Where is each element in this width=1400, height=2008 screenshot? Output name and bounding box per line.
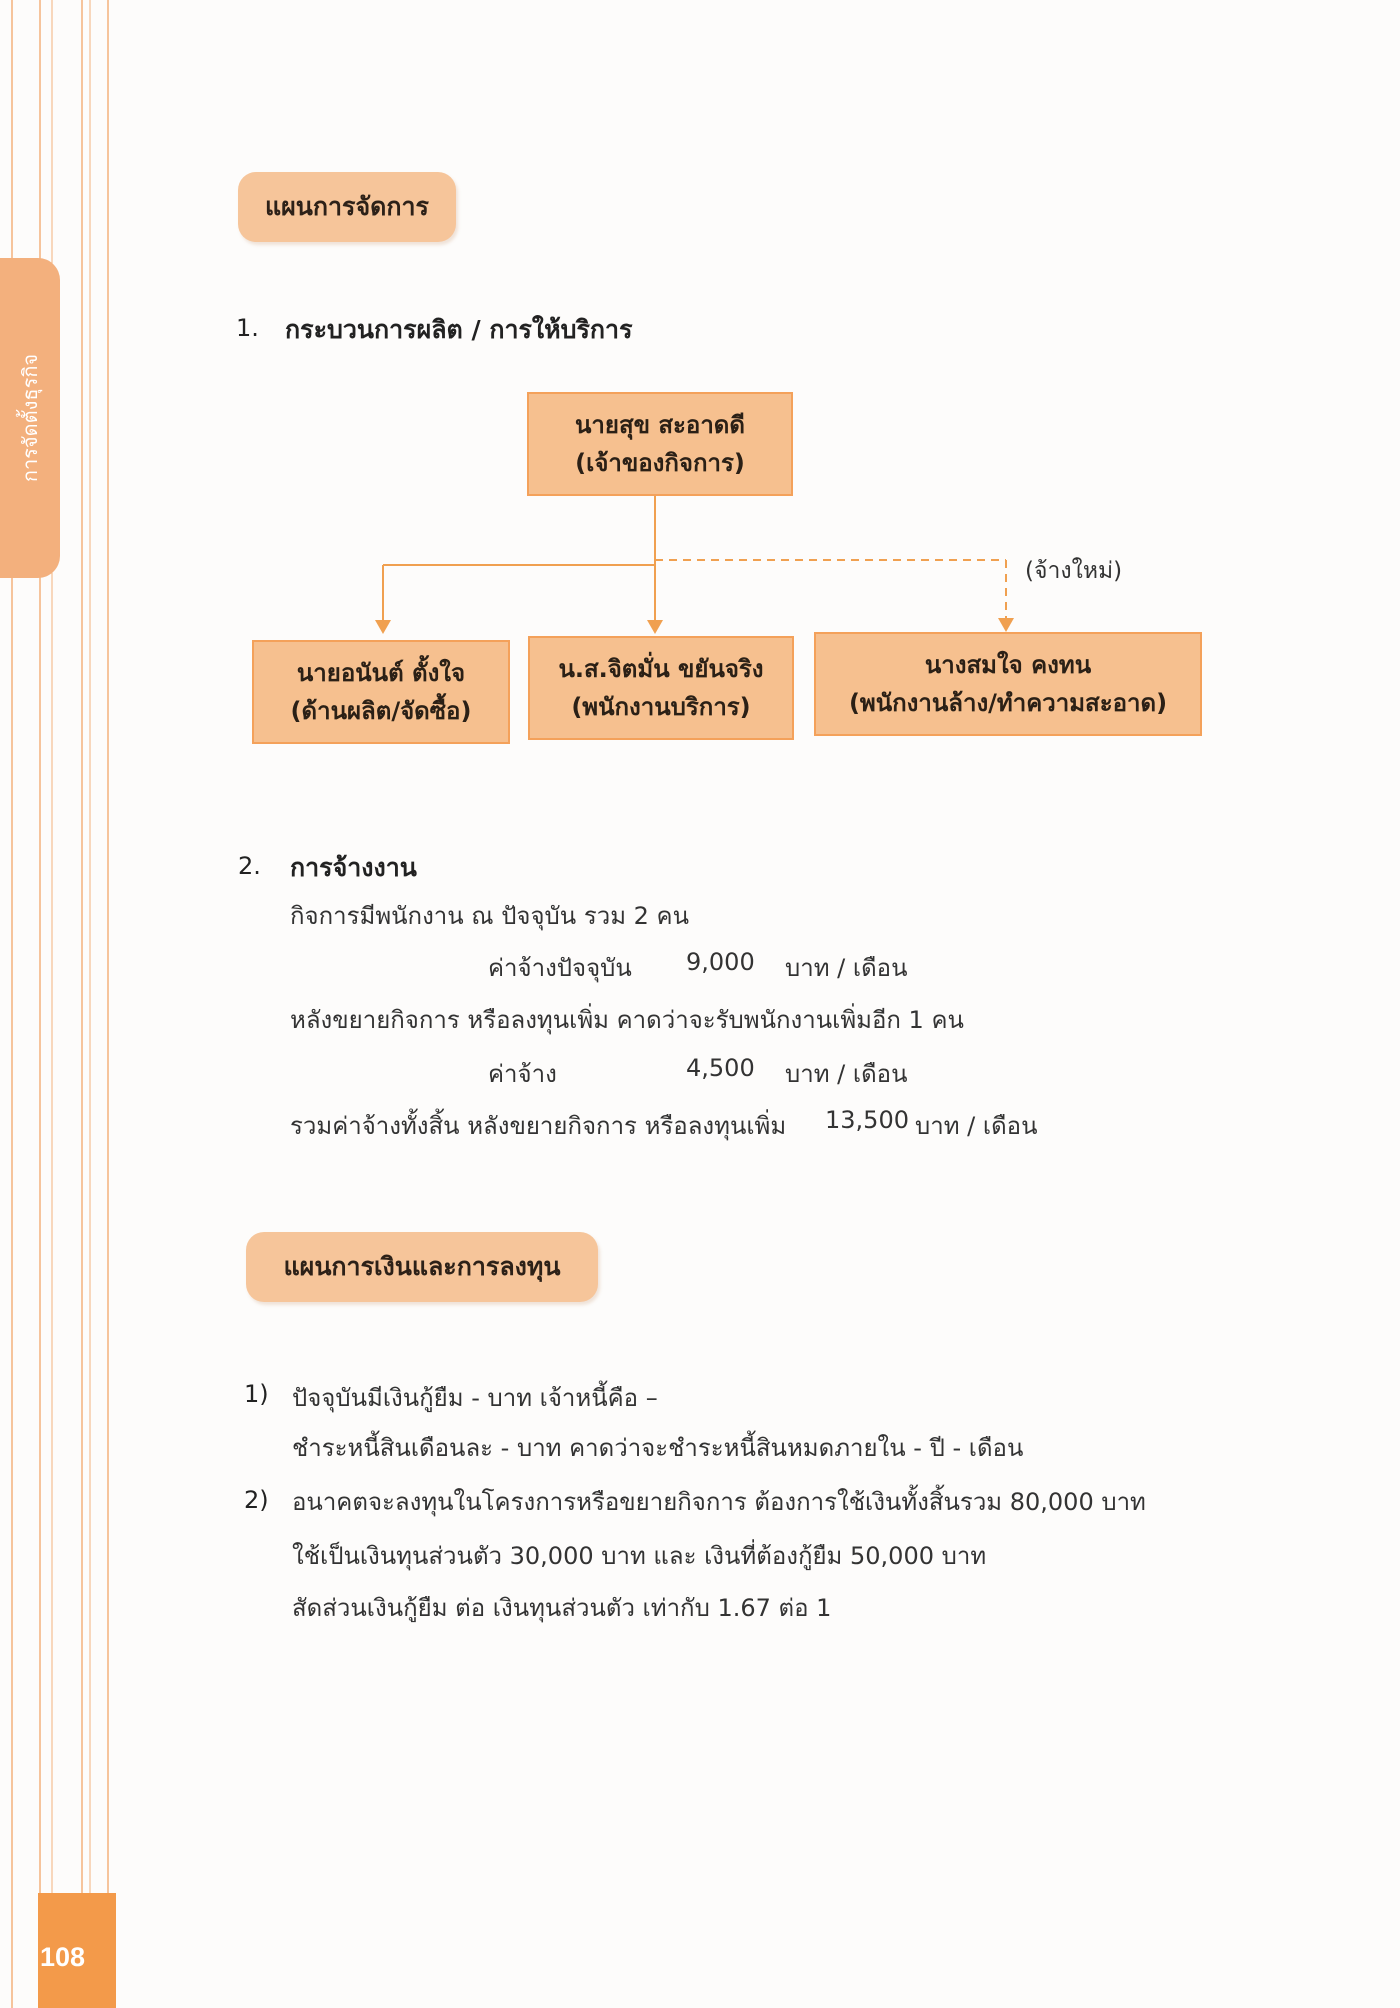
- total-wage-label: รวมค่าจ้างทั้งสิ้น หลังขยายกิจการ หรือลงทุนเพิ่ม: [290, 1112, 787, 1140]
- current-wage-value: 9,000: [686, 948, 755, 976]
- owner-role: (เจ้าของกิจการ): [575, 449, 745, 477]
- staff-role: (ด้านผลิต/จัดซื้อ): [290, 697, 472, 725]
- org-box-staff-1: [252, 640, 510, 744]
- finance-item2-line1: อนาคตจะลงทุนในโครงการหรือขยายกิจการ ต้องการใช้เงินทั้งสิ้นรวม 80,000 บาท: [292, 1488, 1146, 1516]
- page-number: 108: [40, 1942, 86, 1972]
- staff-name: นายอนันต์ ตั้งใจ: [296, 658, 466, 687]
- finance-item2-line3: สัดส่วนเงินกู้ยืม ต่อ เงินทุนส่วนตัว เท่ากับ 1.67 ต่อ 1: [292, 1594, 832, 1622]
- new-hire-note: (จ้างใหม่): [1025, 558, 1123, 584]
- total-wage-unit: บาท / เดือน: [915, 1112, 1038, 1140]
- staff-name: นางสมใจ คงทน: [924, 650, 1092, 679]
- section1-number: 1.: [236, 314, 259, 342]
- side-tab-label: การจัดตั้งธุรกิจ: [18, 353, 42, 483]
- management-plan-heading: แผนการจัดการ: [238, 172, 456, 242]
- staff-role: (พนักงานล้าง/ทำความสะอาด): [848, 689, 1168, 717]
- new-wage-value: 4,500: [686, 1054, 755, 1082]
- current-wage-label: ค่าจ้างปัจจุบัน: [488, 954, 632, 982]
- expansion-hiring: หลังขยายกิจการ หรือลงทุนเพิ่ม คาดว่าจะรับพนักงานเพิ่มอีก 1 คน: [290, 1006, 964, 1034]
- owner-name: นายสุข สะอาดดี: [575, 410, 745, 439]
- new-wage-unit: บาท / เดือน: [785, 1060, 908, 1088]
- org-box-staff-2: [528, 636, 794, 740]
- total-wage-value: 13,500: [825, 1106, 909, 1134]
- section2-title: การจ้างงาน: [290, 853, 417, 882]
- finance-item2-line2: ใช้เป็นเงินทุนส่วนตัว 30,000 บาท และ เงินที่ต้องกู้ยืม 50,000 บาท: [292, 1542, 987, 1570]
- new-wage-label: ค่าจ้าง: [488, 1060, 557, 1088]
- org-box-owner: [527, 392, 793, 496]
- finance-item1-number: 1): [244, 1380, 269, 1408]
- section2-number: 2.: [238, 852, 261, 880]
- finance-item1-line1: ปัจจุบันมีเงินกู้ยืม - บาท เจ้าหนี้คือ –: [292, 1384, 658, 1412]
- current-wage-unit: บาท / เดือน: [785, 954, 908, 982]
- staff-name: น.ส.จิตมั่น ขยันจริง: [558, 654, 764, 683]
- org-box-staff-3: [814, 632, 1202, 736]
- section1-title: กระบวนการผลิต / การให้บริการ: [285, 315, 633, 344]
- finance-plan-heading: แผนการเงินและการลงทุน: [246, 1232, 598, 1302]
- employees-current: กิจการมีพนักงาน ณ ปัจจุบัน รวม 2 คน: [290, 902, 689, 930]
- finance-item1-line2: ชำระหนี้สินเดือนละ - บาท คาดว่าจะชำระหนี้สินหมดภายใน - ปี - เดือน: [292, 1434, 1024, 1462]
- staff-role: (พนักงานบริการ): [571, 693, 751, 721]
- finance-item2-number: 2): [244, 1486, 269, 1514]
